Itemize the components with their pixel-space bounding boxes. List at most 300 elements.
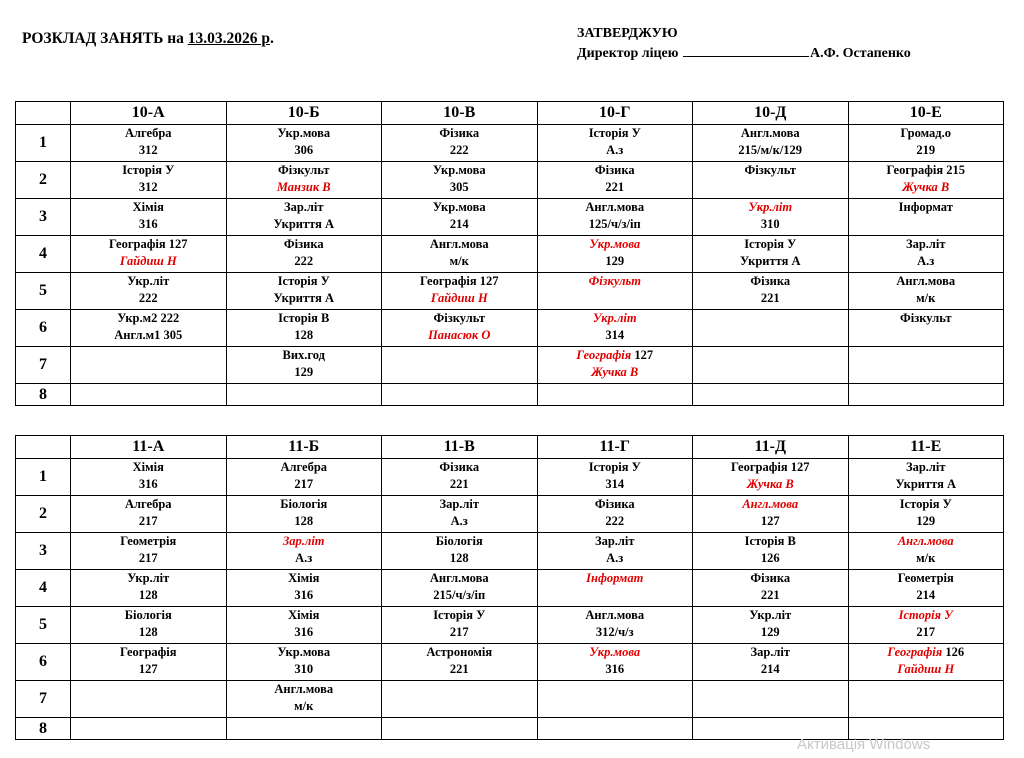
lesson-cell xyxy=(226,644,382,681)
lesson-line: м/к xyxy=(916,551,936,565)
lesson-highlight: Жучка В xyxy=(746,477,794,491)
lesson-cell xyxy=(848,570,1004,607)
lesson-row xyxy=(16,570,1004,607)
lesson-line: Біологія xyxy=(124,608,172,622)
lesson-line: 222 xyxy=(605,514,625,528)
lesson-line: Укр.мова xyxy=(432,200,486,214)
lesson-line: Алгебра xyxy=(124,497,172,511)
lesson-line: Фізика xyxy=(750,274,791,288)
lesson-row xyxy=(16,496,1004,533)
lesson-line: Англ.мова xyxy=(740,126,800,140)
lesson-line: Зар.літ xyxy=(439,497,480,511)
lesson-number: 2 xyxy=(16,496,71,533)
lesson-cell xyxy=(382,570,538,607)
lesson-cell xyxy=(226,273,382,310)
lesson-cell xyxy=(382,199,538,236)
lesson-cell xyxy=(848,125,1004,162)
lesson-number: 7 xyxy=(16,681,71,718)
lesson-line: 129 xyxy=(916,514,936,528)
lesson-line: Історія У xyxy=(899,497,952,511)
lesson-cell xyxy=(693,273,849,310)
lesson-line: 314 xyxy=(605,477,625,491)
class-header: 10-А xyxy=(71,102,227,125)
lesson-cell xyxy=(382,607,538,644)
lesson-highlight: Англ.мова xyxy=(897,534,954,548)
class-header: 10-Г xyxy=(537,102,693,125)
lesson-row xyxy=(16,199,1004,236)
lesson-cell xyxy=(226,125,382,162)
lesson-cell xyxy=(537,496,693,533)
lesson-cell xyxy=(537,459,693,496)
lesson-cell xyxy=(537,681,693,718)
lesson-cell xyxy=(71,125,227,162)
lesson-line: Історія У xyxy=(277,274,330,288)
lesson-line: 215/ч/з/іп xyxy=(433,588,486,602)
lesson-cell xyxy=(537,570,693,607)
lesson-line: Укриття А xyxy=(273,291,335,305)
lesson-line: Англ.м1 305 xyxy=(114,328,183,342)
lesson-line: А.з xyxy=(450,514,468,528)
lesson-cell xyxy=(71,236,227,273)
lesson-highlight: Географія xyxy=(576,348,632,362)
lesson-line: Вих.год xyxy=(282,348,325,362)
lesson-highlight: Укр.літ xyxy=(592,311,637,325)
lesson-highlight: Гайдиш Н xyxy=(430,291,488,305)
lesson-line: Геометрія xyxy=(120,534,177,548)
lesson-number: 1 xyxy=(16,459,71,496)
lesson-cell xyxy=(537,236,693,273)
lesson-number: 7 xyxy=(16,347,71,384)
lesson-line: 221 xyxy=(605,180,625,194)
lesson-line: 129 xyxy=(760,625,780,639)
lesson-text: 127 xyxy=(631,348,654,362)
lesson-line: 316 xyxy=(605,662,625,676)
lesson-highlight: Укр.мова xyxy=(589,645,641,659)
lesson-cell xyxy=(226,496,382,533)
lesson-line: 219 xyxy=(916,143,936,157)
lesson-line: Фізкульт xyxy=(900,311,952,325)
lesson-cell xyxy=(71,681,227,718)
lesson-cell xyxy=(382,681,538,718)
lesson-line: Алгебра xyxy=(124,126,172,140)
lesson-line: 128 xyxy=(138,625,158,639)
lesson-line: 222 xyxy=(294,254,314,268)
lesson-line: А.з xyxy=(917,254,935,268)
lesson-line: Англ.мова xyxy=(585,608,645,622)
lesson-row xyxy=(16,310,1004,347)
class-header: 10-Б xyxy=(226,102,382,125)
lesson-line: 125/ч/з/іп xyxy=(588,217,641,231)
lesson-line: Фізкульт xyxy=(433,311,485,325)
lesson-line xyxy=(849,644,1004,661)
lesson-cell xyxy=(226,533,382,570)
lesson-row xyxy=(16,459,1004,496)
lesson-cell xyxy=(382,718,538,740)
lesson-line: Географія 215 xyxy=(886,163,965,177)
lesson-highlight: Зар.літ xyxy=(282,534,325,548)
lesson-line: 127 xyxy=(138,662,158,676)
lesson-row xyxy=(16,607,1004,644)
class-header: 11-А xyxy=(71,436,227,459)
lesson-line: 127 xyxy=(760,514,780,528)
lesson-cell xyxy=(537,273,693,310)
lesson-line: 222 xyxy=(138,291,158,305)
lesson-line: Фізика xyxy=(439,126,480,140)
director-label: Директор ліцею xyxy=(577,46,679,61)
lesson-cell xyxy=(382,125,538,162)
lesson-line: Хімія xyxy=(132,200,164,214)
class-header: 11-Г xyxy=(537,436,693,459)
lesson-line: 305 xyxy=(449,180,469,194)
lesson-line: Англ.мова xyxy=(429,571,489,585)
lesson-number: 4 xyxy=(16,570,71,607)
corner-cell xyxy=(16,102,71,125)
lesson-line: Географія 127 xyxy=(731,460,810,474)
lesson-line: 316 xyxy=(294,588,314,602)
lesson-cell xyxy=(537,533,693,570)
lesson-line: Фізкульт xyxy=(744,163,796,177)
lesson-line: Укр.літ xyxy=(127,571,170,585)
lesson-cell xyxy=(693,310,849,347)
lesson-cell xyxy=(693,459,849,496)
lesson-line: 221 xyxy=(760,291,780,305)
lesson-cell xyxy=(693,199,849,236)
lesson-line: Історія У xyxy=(588,126,641,140)
lesson-highlight: Жучка В xyxy=(591,365,639,379)
schedule-table-11 xyxy=(15,435,1004,740)
lesson-line: Біологія xyxy=(435,534,483,548)
lesson-line: 310 xyxy=(760,217,780,231)
lesson-cell xyxy=(71,533,227,570)
lesson-row xyxy=(16,236,1004,273)
lesson-line: Укр.мова xyxy=(277,126,331,140)
lesson-cell xyxy=(693,162,849,199)
lesson-line: 128 xyxy=(449,551,469,565)
lesson-cell xyxy=(537,199,693,236)
lesson-line: Зар.літ xyxy=(283,200,324,214)
director-name: А.Ф. Остапенко xyxy=(809,46,911,61)
lesson-cell xyxy=(382,347,538,384)
lesson-cell xyxy=(848,681,1004,718)
lesson-cell xyxy=(226,681,382,718)
lesson-cell xyxy=(537,125,693,162)
lesson-cell xyxy=(71,273,227,310)
lesson-row xyxy=(16,162,1004,199)
lesson-line: Укриття А xyxy=(895,477,957,491)
lesson-line: А.з xyxy=(606,143,624,157)
lesson-line: Укриття А xyxy=(273,217,335,231)
class-header: 11-Д xyxy=(693,436,849,459)
lesson-cell xyxy=(382,273,538,310)
lesson-line: 215/м/к/129 xyxy=(738,143,803,157)
lesson-line: Англ.мова xyxy=(585,200,645,214)
lesson-line: 217 xyxy=(138,514,158,528)
schedule-title xyxy=(22,30,274,48)
lesson-number: 3 xyxy=(16,199,71,236)
lesson-cell xyxy=(226,607,382,644)
lesson-cell xyxy=(537,718,693,740)
lesson-cell xyxy=(848,347,1004,384)
lesson-line: Історія У xyxy=(122,163,175,177)
lesson-line: Фізика xyxy=(594,163,635,177)
lesson-line: Укр.м2 222 xyxy=(117,311,180,325)
lesson-number: 5 xyxy=(16,273,71,310)
lesson-line: 316 xyxy=(138,217,158,231)
windows-activation-watermark: Активація Windows xyxy=(797,736,931,753)
lesson-line: Інформат xyxy=(898,200,953,214)
lesson-cell xyxy=(537,310,693,347)
lesson-highlight: Манзик В xyxy=(276,180,331,194)
lesson-cell xyxy=(226,199,382,236)
lesson-cell xyxy=(226,347,382,384)
lesson-cell xyxy=(71,162,227,199)
lesson-line: 217 xyxy=(916,625,936,639)
lesson-cell xyxy=(537,644,693,681)
class-header: 10-Д xyxy=(693,102,849,125)
lesson-cell xyxy=(71,384,227,406)
class-header: 11-Б xyxy=(226,436,382,459)
lesson-line: 221 xyxy=(449,477,469,491)
lesson-cell xyxy=(848,310,1004,347)
lesson-cell xyxy=(71,570,227,607)
lesson-cell xyxy=(537,162,693,199)
class-header: 10-В xyxy=(382,102,538,125)
lesson-line: 217 xyxy=(449,625,469,639)
lesson-number: 5 xyxy=(16,607,71,644)
lesson-row xyxy=(16,533,1004,570)
lesson-line: Укр.літ xyxy=(749,608,792,622)
class-header: 11-Е xyxy=(848,436,1004,459)
lesson-row xyxy=(16,644,1004,681)
lesson-line: Зар.літ xyxy=(905,460,946,474)
lesson-line: 128 xyxy=(138,588,158,602)
lesson-line: 214 xyxy=(760,662,780,676)
lesson-line: 314 xyxy=(605,328,625,342)
lesson-line: 310 xyxy=(294,662,314,676)
lesson-cell xyxy=(71,718,227,740)
lesson-cell xyxy=(226,384,382,406)
lesson-line xyxy=(538,347,693,364)
lesson-line: Зар.літ xyxy=(594,534,635,548)
lesson-line: 128 xyxy=(294,514,314,528)
lesson-line: Історія У xyxy=(588,460,641,474)
lesson-line: Геометрія xyxy=(897,571,954,585)
lesson-line: Англ.мова xyxy=(274,682,334,696)
lesson-line: Історія У xyxy=(433,608,486,622)
schedule-date: 13.03.2026 р xyxy=(187,30,271,47)
lesson-cell xyxy=(537,347,693,384)
lesson-line: Біологія xyxy=(280,497,328,511)
class-header-row xyxy=(16,102,1004,125)
lesson-cell xyxy=(693,347,849,384)
lesson-cell xyxy=(226,236,382,273)
lesson-row xyxy=(16,125,1004,162)
lesson-line: Історія В xyxy=(744,534,796,548)
lesson-text: 126 xyxy=(942,645,965,659)
lesson-highlight: Географія xyxy=(887,645,943,659)
lesson-line: 214 xyxy=(449,217,469,231)
class-header: 10-Е xyxy=(848,102,1004,125)
signature-line xyxy=(683,43,809,57)
lesson-line: 129 xyxy=(294,365,314,379)
lesson-cell xyxy=(848,273,1004,310)
lesson-row xyxy=(16,347,1004,384)
lesson-cell xyxy=(693,570,849,607)
lesson-cell xyxy=(537,384,693,406)
lesson-cell xyxy=(226,570,382,607)
lesson-cell xyxy=(226,310,382,347)
lesson-cell xyxy=(71,607,227,644)
lesson-number: 6 xyxy=(16,310,71,347)
lesson-cell xyxy=(693,236,849,273)
lesson-line: Хімія xyxy=(288,608,320,622)
lesson-number: 3 xyxy=(16,533,71,570)
lesson-line: Укриття А xyxy=(739,254,801,268)
corner-cell xyxy=(16,436,71,459)
lesson-line: Алгебра xyxy=(280,460,328,474)
lesson-number: 8 xyxy=(16,718,71,740)
lesson-line: Фізика xyxy=(283,237,324,251)
lesson-line: Фізика xyxy=(439,460,480,474)
lesson-row xyxy=(16,273,1004,310)
lesson-highlight: Жучка В xyxy=(902,180,950,194)
lesson-line: Зар.літ xyxy=(905,237,946,251)
lesson-highlight: Укр.мова xyxy=(589,237,641,251)
lesson-line: 214 xyxy=(916,588,936,602)
lesson-cell xyxy=(848,496,1004,533)
lesson-cell xyxy=(848,162,1004,199)
lesson-cell xyxy=(71,199,227,236)
lesson-cell xyxy=(226,718,382,740)
lesson-line: Зар.літ xyxy=(750,645,791,659)
lesson-line: 222 xyxy=(449,143,469,157)
lesson-line: Фізкульт xyxy=(278,163,330,177)
lesson-line: 316 xyxy=(138,477,158,491)
lesson-number: 6 xyxy=(16,644,71,681)
lesson-line: Географія xyxy=(119,645,177,659)
lesson-cell xyxy=(537,607,693,644)
lesson-line: 306 xyxy=(294,143,314,157)
lesson-line: Громад.о xyxy=(900,126,951,140)
lesson-line: Географія 127 xyxy=(420,274,499,288)
lesson-cell xyxy=(848,533,1004,570)
lesson-line: 316 xyxy=(294,625,314,639)
lesson-line: 128 xyxy=(294,328,314,342)
lesson-cell xyxy=(693,496,849,533)
lesson-line: 126 xyxy=(760,551,780,565)
lesson-cell xyxy=(71,347,227,384)
title-prefix: РОЗКЛАД ЗАНЯТЬ на xyxy=(22,30,188,47)
lesson-highlight: Англ.мова xyxy=(742,497,799,511)
lesson-cell xyxy=(693,125,849,162)
lesson-highlight: Укр.літ xyxy=(748,200,793,214)
schedule-table-10 xyxy=(15,101,1004,406)
lesson-line: Англ.мова xyxy=(896,274,956,288)
approval-block xyxy=(577,24,911,63)
lesson-number: 2 xyxy=(16,162,71,199)
lesson-cell xyxy=(382,384,538,406)
lesson-cell xyxy=(848,236,1004,273)
lesson-highlight: Гайдиш Н xyxy=(897,662,955,676)
lesson-cell xyxy=(226,459,382,496)
lesson-line: Укр.мова xyxy=(432,163,486,177)
lesson-line: м/к xyxy=(449,254,469,268)
lesson-line: А.з xyxy=(606,551,624,565)
lesson-cell xyxy=(382,459,538,496)
lesson-row xyxy=(16,681,1004,718)
lesson-line: Хімія xyxy=(132,460,164,474)
lesson-cell xyxy=(382,162,538,199)
class-header: 11-В xyxy=(382,436,538,459)
lesson-cell xyxy=(382,310,538,347)
lesson-cell xyxy=(693,607,849,644)
lesson-cell xyxy=(71,310,227,347)
lesson-line: Укр.літ xyxy=(127,274,170,288)
lesson-cell xyxy=(848,384,1004,406)
lesson-line: Фізика xyxy=(750,571,791,585)
lesson-cell xyxy=(693,644,849,681)
lesson-cell xyxy=(71,644,227,681)
lesson-cell xyxy=(71,459,227,496)
lesson-number: 1 xyxy=(16,125,71,162)
lesson-highlight: Інформат xyxy=(586,571,644,585)
lesson-line: 221 xyxy=(449,662,469,676)
lesson-cell xyxy=(71,496,227,533)
lesson-cell xyxy=(848,199,1004,236)
lesson-line: 312 xyxy=(138,180,158,194)
lesson-line: Історія У xyxy=(744,237,797,251)
lesson-line: Астрономія xyxy=(426,645,493,659)
lesson-line: 312/ч/з xyxy=(595,625,634,639)
lesson-line: 312 xyxy=(138,143,158,157)
lesson-line: Укр.мова xyxy=(277,645,331,659)
lesson-cell xyxy=(693,384,849,406)
lesson-line: 217 xyxy=(294,477,314,491)
lesson-cell xyxy=(382,236,538,273)
lesson-highlight: Гайдиш Н xyxy=(119,254,177,268)
lesson-cell xyxy=(693,681,849,718)
lesson-line: Фізика xyxy=(594,497,635,511)
lesson-line: Історія В xyxy=(278,311,330,325)
lesson-line: Англ.мова xyxy=(429,237,489,251)
approve-label: ЗАТВЕРДЖУЮ xyxy=(577,26,678,41)
lesson-cell xyxy=(226,162,382,199)
lesson-line: м/к xyxy=(294,699,314,713)
lesson-line: Хімія xyxy=(288,571,320,585)
lesson-cell xyxy=(382,533,538,570)
lesson-cell xyxy=(848,644,1004,681)
lesson-cell xyxy=(382,496,538,533)
lesson-number: 4 xyxy=(16,236,71,273)
lesson-highlight: Фізкульт xyxy=(588,274,641,288)
lesson-cell xyxy=(693,533,849,570)
lesson-highlight: Історія У xyxy=(898,608,953,622)
lesson-line: А.з xyxy=(295,551,313,565)
lesson-cell xyxy=(848,607,1004,644)
lesson-cell xyxy=(382,644,538,681)
class-header-row xyxy=(16,436,1004,459)
lesson-highlight: Панасюк О xyxy=(428,328,491,342)
lesson-line: 129 xyxy=(605,254,625,268)
lesson-number: 8 xyxy=(16,384,71,406)
director-line xyxy=(577,43,911,63)
lesson-line: 221 xyxy=(760,588,780,602)
lesson-line: м/к xyxy=(916,291,936,305)
lesson-line: 217 xyxy=(138,551,158,565)
lesson-line: Географія 127 xyxy=(109,237,188,251)
lesson-row xyxy=(16,384,1004,406)
lesson-cell xyxy=(848,459,1004,496)
